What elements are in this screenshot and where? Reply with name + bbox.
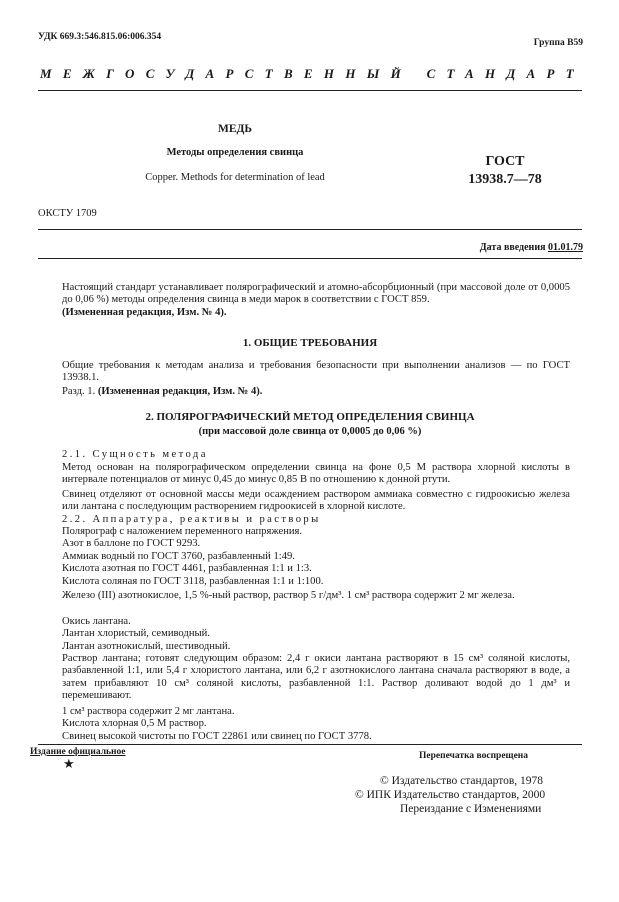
reprint-notice: Перепечатка воспрещена [419,751,529,761]
english-title: Copper. Methods for determination of lead [145,172,325,183]
section2-subheading: (при массовой доле свинца от 0,0005 до 0,06 %) [198,426,422,437]
list-item: 1 см³ раствора содержит 2 мг лантана. [62,706,235,717]
list-item: Лантан хлористый, семиводный. [62,628,210,640]
doc-subtitle: Методы определения свинца [166,147,304,158]
standard-banner: МЕЖГОСУДАРСТВЕННЫЙ СТАНДАРТ [40,66,585,81]
intro-edition: (Измененная редакция, Изм. № 4). [62,306,227,318]
p21-text2: Свинец отделяют от основной массы меди осаждением раствором аммиака совместно с гидроокисью железа или лантана с последующим растворением гидроокисей в хлорной кислоте. [62,489,570,513]
section1-heading: 1. ОБЩИЕ ТРЕБОВАНИЯ [242,337,378,349]
p22-title: 2.2. Аппаратура, реактивы и растворы [62,514,321,525]
section1-note-prefix: Разд. 1. [62,386,96,397]
list-item: Лантан азотнокислый, шестиводный. [62,640,231,652]
intro-paragraph [62,282,570,319]
section2-heading: 2. ПОЛЯРОГРАФИЧЕСКИЙ МЕТОД ОПРЕДЕЛЕНИЯ СВИНЦА [145,411,475,423]
gost-label: ГОСТ [485,154,525,169]
iron-paragraph: Железо (III) азотнокислое, 1,5 %-ный раствор, раствор 5 г/дм³. 1 см³ раствора содержит 2 мг железа. [62,590,515,601]
doc-title: МЕДЬ [217,123,253,135]
equipment-list [62,526,570,588]
group-code: Группа В59 [533,38,583,48]
official-edition: Издание официальное [30,747,126,757]
list-item: Аммиак водный по ГОСТ 3760, разбавленный 1:49. [62,550,295,562]
section1-note-edition: (Измененная редакция, Изм. № 4). [97,386,263,397]
header-rule [38,90,582,91]
gost-number: 13938.7—78 [468,172,542,187]
meta-rule [38,229,582,230]
p21-title: 2.1. Сущность метода [62,449,208,460]
intro-text [62,282,570,307]
section1-note [62,386,570,398]
list-item: Кислота соляная по ГОСТ 3118, разбавленная 1:1 и 1:100. [62,575,324,587]
oksty-code: ОКСТУ 1709 [38,208,97,219]
footer-rule [38,744,582,745]
reagents-list [62,706,570,743]
list-item: Кислота хлорная 0,5 М раствор. [62,718,207,730]
lanthanum-list [62,616,570,653]
copyright-2000: © ИПК Издательство стандартов, 2000 [355,789,546,801]
star-mark: ★ [63,756,75,771]
intro-text-body: Настоящий стандарт устанавливает полярографический и атомно-абсорбционный (при массовой доле от 0,0005 до 0,06 %) методы определения свинца в меди марок в соответствии с ГОСТ 859. [62,282,570,306]
list-item: Полярограф с наложением переменного напряжения. [62,526,303,537]
p21-text1: Метод основан на полярографическом определении свинца на фоне 0,5 М раствора хлорной кислоты в интервале потенциалов от минус 0,45 до минус 0,85 В по отношению к донной ртути. [62,462,570,486]
lanthanum-solution: Раствор лантана; готовят следующим образом: 2,4 г окиси лантана растворяют в 15 см³ соляной кислоты, разбавленной 1:1, или 5,4 г хлористого лантана, или 6,2 г азотнокислого лантана сначала растворяют в воде, а затем прибавляют 10 см³ соляной кислоты, разбавленной 1:1. Раствор доливают водой до 1 дм³ и перемешивают. [62,653,570,702]
copyright-1978: © Издательство стандартов, 1978 [380,775,544,787]
list-item: Свинец высокой чистоты по ГОСТ 22861 или свинец по ГОСТ 3778. [62,730,372,742]
list-item: Кислота азотная по ГОСТ 4461, разбавленная 1:1 и 1:3. [62,563,312,575]
udk-code: УДК 669.3:546.815.06:006.354 [38,32,162,42]
section1-text: Общие требования к методам анализа и требования безопасности при выполнении анализов — по ГОСТ 13938.1. [62,360,570,384]
date-value: 01.01.79 [548,242,583,253]
date-label: Дата введения [479,242,546,253]
list-item: Окись лантана. [62,616,131,627]
date-rule [38,258,582,259]
list-item: Азот в баллоне по ГОСТ 9293. [62,538,201,550]
effective-date [480,242,583,253]
reissue-note: Переиздание с Изменениями [400,803,542,815]
